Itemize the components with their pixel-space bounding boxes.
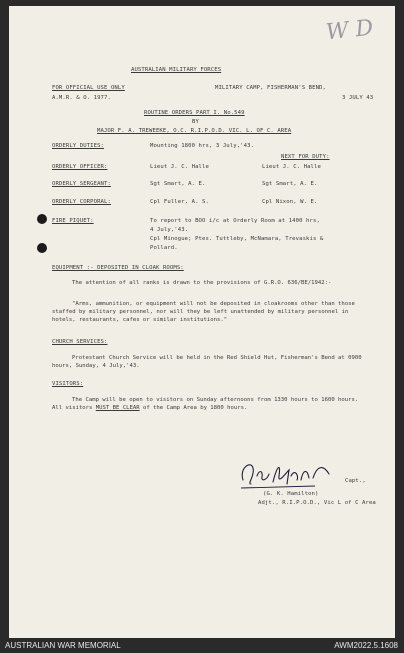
issuing-officer: MAJOR F. A. TREWEEKE, O.C. R.I.P.O.D. VIC. L. OF C. AREA — [97, 128, 292, 134]
section-paragraph: Protestant Church Service will be held in the Red Shield Hut, Fisherman's Bend at 0900 hours, Sunday, 4 July,'43. — [52, 355, 362, 369]
fire-piquet-label: FIRE PIQUET: — [52, 218, 94, 224]
section-paragraph: The Camp will be open to visitors on Sunday afternoons from 1330 hours to 1600 hours. All visitors MUST BE CLEAR of the Camp Area by 1800 hours. — [52, 397, 359, 411]
section-heading: VISITORS: — [52, 381, 84, 387]
signatory-rank: Capt., — [345, 478, 366, 484]
fire-piquet-line: Pollard. — [150, 245, 178, 251]
archive-footer — [0, 638, 404, 653]
archive-name: AUSTRALIAN WAR MEMORIAL — [5, 641, 121, 650]
mounting-time: Mounting 1800 hrs, 3 July,'43. — [150, 143, 255, 149]
duties-heading: ORDERLY DUTIES: — [52, 143, 105, 149]
archive-reference: AWM2022.5.1608 — [334, 641, 398, 650]
amr-reference: A.M.R. & O. 1977. — [52, 95, 111, 101]
signatory-name: (G. K. Hamilton) — [263, 491, 319, 497]
duty-role: ORDERLY CORPORAL: — [52, 199, 111, 205]
duty-role: ORDERLY OFFICER: — [52, 164, 108, 170]
handwritten-signature — [237, 454, 337, 494]
orders-title: ROUTINE ORDERS PART I. No.549 — [144, 110, 245, 116]
by-line: BY — [192, 119, 199, 125]
fire-piquet-line: Cpl Minogue; Ptes. Tuttleby, McNamara, Trevaskis & — [150, 236, 324, 242]
section-heading: EQUIPMENT :- DEPOSITED IN CLOAK ROOMS: — [52, 265, 184, 271]
next-for-duty-label: NEXT FOR DUTY: — [281, 154, 330, 160]
restricted-notice: FOR OFFICIAL USE ONLY — [52, 85, 125, 91]
location: MILITARY CAMP, FISHERMAN'S BEND, — [215, 85, 326, 91]
duty-next: Cpl Nixon, W. E. — [262, 199, 318, 205]
duty-next: Sgt Smart, A. E. — [262, 181, 318, 187]
quoted-regulation: "Arms, ammunition, or equipment will not be deposited in cloakrooms other than those staffed by military personnel, nor will they be left unattended by military personnel in hotels, restaurants, cafes or similar institutions." — [52, 301, 355, 323]
document-date: 3 JULY 43 — [342, 95, 374, 101]
punch-hole — [37, 243, 47, 253]
section-heading: CHURCH SERVICES: — [52, 339, 108, 345]
section-paragraph: The attention of all ranks is drawn to the provisions of G.R.O. 636/BE/1942:- — [72, 280, 332, 286]
pencil-annotation: W D — [324, 15, 375, 46]
duty-next: Lieut J. C. Halle — [262, 164, 321, 170]
document-page — [9, 6, 395, 638]
fire-piquet-line: To report to BOO i/c at Orderly Room at 1400 hrs, — [150, 218, 320, 224]
duty-role: ORDERLY SERGEANT: — [52, 181, 111, 187]
fire-piquet-line: 4 July,'43. — [150, 227, 189, 233]
document-title: AUSTRALIAN MILITARY FORCES — [131, 67, 222, 73]
signatory-position: Adjt., R.I.P.O.D., Vic L of C Area — [258, 500, 376, 506]
duty-current: Sgt Smart, A. E. — [150, 181, 206, 187]
duty-current: Cpl Fuller, A. S. — [150, 199, 209, 205]
duty-current: Lieut J. C. Halle — [150, 164, 209, 170]
punch-hole — [37, 214, 47, 224]
